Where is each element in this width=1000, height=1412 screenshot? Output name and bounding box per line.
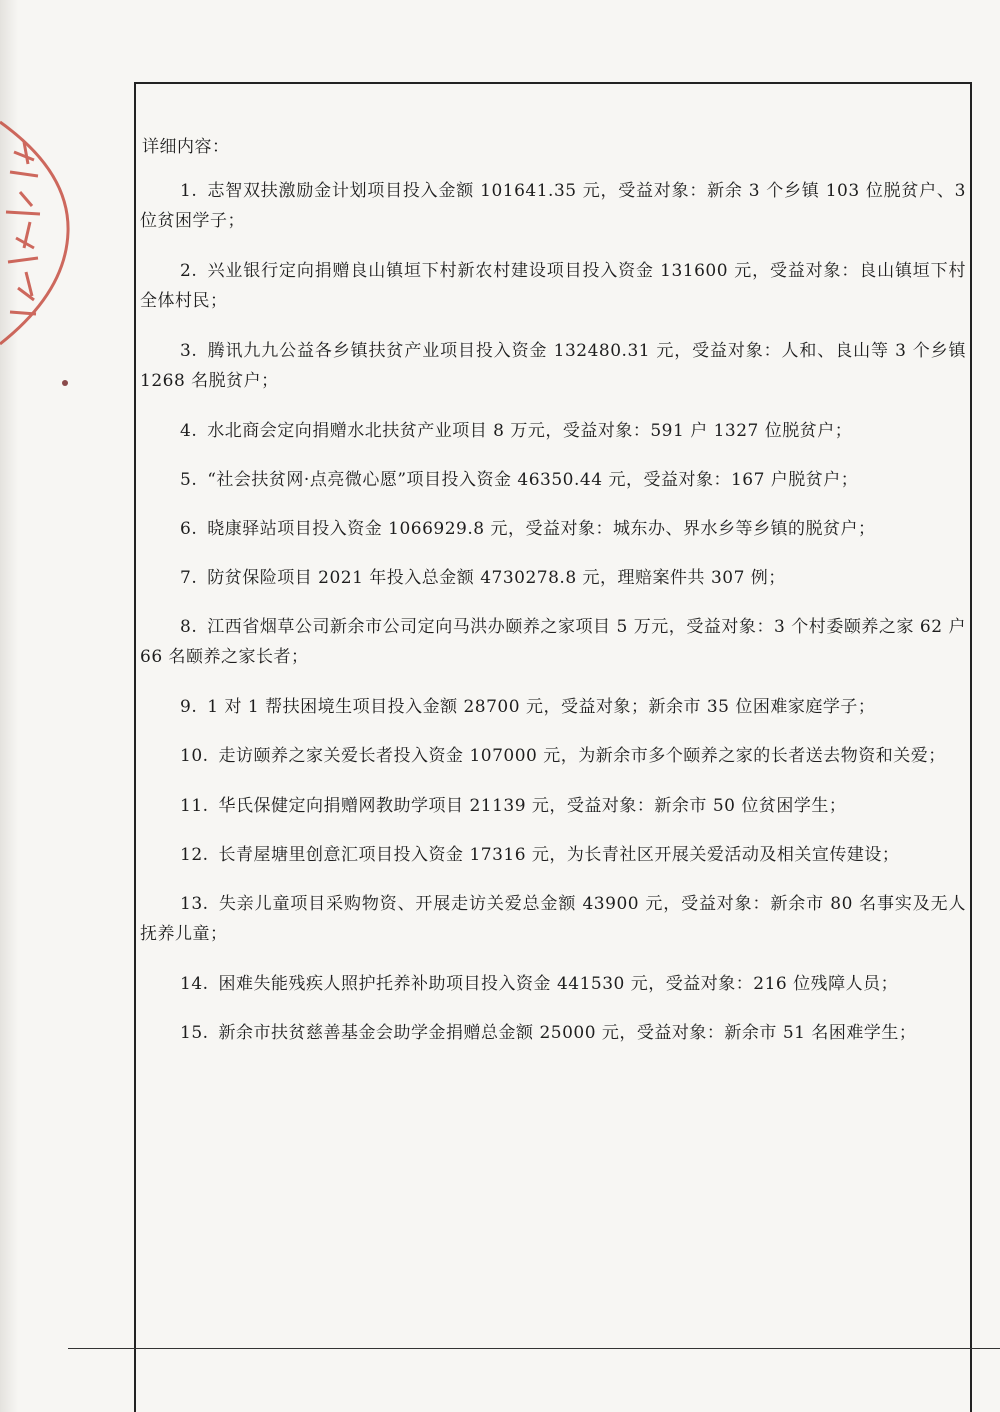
item-number: 4.: [180, 421, 198, 441]
item-number: 7.: [180, 568, 198, 588]
list-item: [140, 692, 966, 722]
item-text: 防贫保险项目 2021 年投入总金额 4730278.8 元，理赔案件共 307 例；: [207, 568, 786, 588]
list-item: [140, 416, 966, 446]
list-item: [140, 256, 966, 316]
item-number: 13.: [180, 894, 209, 914]
item-text: 腾讯九九公益各乡镇扶贫产业项目投入资金 132480.31 元，受益对象：人和、良山等 3 个乡镇 1268 名脱贫户；: [140, 341, 966, 391]
list-item: [140, 1018, 966, 1048]
list-item: [140, 612, 966, 672]
list-item: [140, 514, 966, 544]
list-item: [140, 176, 966, 236]
list-item: [140, 336, 966, 396]
item-text: 水北商会定向捐赠水北扶贫产业项目 8 万元，受益对象：591 户 1327 位脱贫户；: [207, 421, 853, 441]
item-number: 5.: [180, 470, 198, 490]
item-text: 1 对 1 帮扶困境生项目投入金额 28700 元，受益对象；新余市 35 位困难家庭学子；: [207, 697, 876, 717]
list-item: [140, 840, 966, 870]
list-item: [140, 465, 966, 495]
list-item: [140, 791, 966, 821]
scan-dot: [62, 380, 68, 386]
list-item: [140, 889, 966, 949]
list-item: [140, 969, 966, 999]
list-item: [140, 741, 966, 771]
item-text: 困难失能残疾人照护托养补助项目投入资金 441530 元，受益对象：216 位残障人员；: [218, 974, 899, 994]
item-number: 12.: [180, 845, 209, 865]
item-number: 3.: [180, 341, 198, 361]
item-text: 华氏保健定向捐赠网教助学项目 21139 元，受益对象：新余市 50 位贫困学生；: [218, 796, 847, 816]
bottom-rule: [68, 1348, 1000, 1349]
document-body: [140, 132, 966, 1067]
item-text: 失亲儿童项目采购物资、开展走访关爱总金额 43900 元，受益对象：新余市 80 名事实及无人抚养儿童；: [140, 894, 966, 944]
item-text: 志智双扶激励金计划项目投入金额 101641.35 元，受益对象：新余 3 个乡镇 103 位脱贫户、3 位贫困学子；: [140, 181, 966, 231]
item-number: 14.: [180, 974, 209, 994]
item-text: “社会扶贫网·点亮微心愿”项目投入资金 46350.44 元，受益对象：167 户脱贫户；: [207, 470, 859, 490]
item-number: 9.: [180, 697, 198, 717]
section-heading: 详细内容：: [142, 137, 230, 157]
item-text: 江西省烟草公司新余市公司定向马洪办颐养之家项目 5 万元，受益对象：3 个村委颐养之家 62 户 66 名颐养之家长者；: [140, 617, 966, 667]
item-text: 晓康驿站项目投入资金 1066929.8 元，受益对象：城东办、界水乡等乡镇的脱贫户；: [207, 519, 876, 539]
red-seal-fragment: [0, 112, 76, 352]
item-number: 6.: [180, 519, 198, 539]
item-text: 长青屋塘里创意汇项目投入资金 17316 元，为长青社区开展关爱活动及相关宣传建设；: [218, 845, 900, 865]
item-text: 兴业银行定向捐赠良山镇垣下村新农村建设项目投入资金 131600 元，受益对象：良山镇垣下村全体村民；: [140, 261, 966, 311]
item-number: 1.: [180, 181, 198, 201]
item-number: 2.: [180, 261, 198, 281]
item-number: 11.: [180, 796, 209, 816]
item-text: 走访颐养之家关爱长者投入资金 107000 元，为新余市多个颐养之家的长者送去物资和关爱；: [218, 746, 946, 766]
list-item: [140, 563, 966, 593]
item-text: 新余市扶贫慈善基金会助学金捐赠总金额 25000 元，受益对象：新余市 51 名困难学生；: [218, 1023, 917, 1043]
item-number: 15.: [180, 1023, 209, 1043]
item-number: 10.: [180, 746, 209, 766]
item-number: 8.: [180, 617, 198, 637]
